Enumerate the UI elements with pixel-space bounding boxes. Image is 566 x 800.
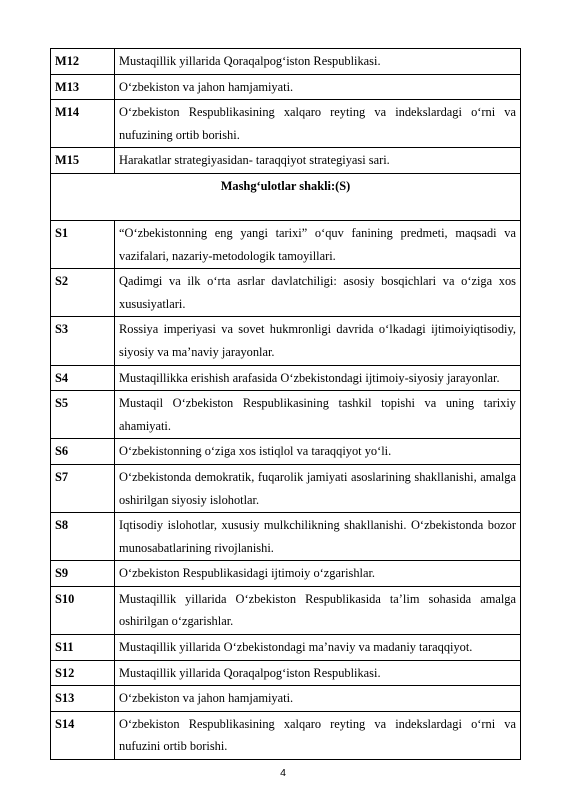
row-description: O‘zbekistonda demokratik, fuqarolik jamiyati asoslarining shakllanishi, amalga oshirilgan siyosiy islohotlar. [115,464,521,512]
table-row [51,220,521,268]
row-code: S7 [51,464,115,512]
table-row [51,464,521,512]
row-description: Iqtisodiy islohotlar, xususiy mulkchilikning shakllanishi. O‘zbekistonda bozor munosabatlarining rivojlanishi. [115,513,521,561]
row-code: S6 [51,439,115,465]
row-description: O‘zbekiston va jahon hamjamiyati. [115,74,521,100]
section-heading: Mashg‘ulotlar shakli:(S) [51,173,521,220]
row-code: S9 [51,561,115,587]
table-row [51,100,521,148]
table-row [51,660,521,686]
row-description: O‘zbekistonning o‘ziga xos istiqlol va taraqqiyot yo‘li. [115,439,521,465]
row-description: O‘zbekiston va jahon hamjamiyati. [115,686,521,712]
section-heading-row [51,173,521,220]
row-code: M13 [51,74,115,100]
table-row [51,49,521,75]
table-row [51,686,521,712]
row-code: S5 [51,391,115,439]
row-code: M14 [51,100,115,148]
row-description: Mustaqillik yillarida Qoraqalpog‘iston Respublikasi. [115,49,521,75]
table-row [51,391,521,439]
table-row [51,74,521,100]
row-code: S14 [51,711,115,759]
row-code: S13 [51,686,115,712]
row-description: Qadimgi va ilk o‘rta asrlar davlatchiligi: asosiy bosqichlari va o‘ziga xos xususiyatlari. [115,269,521,317]
row-code: M15 [51,148,115,174]
row-description: Mustaqillikka erishish arafasida O‘zbekistondagi ijtimoiy-siyosiy jarayonlar. [115,365,521,391]
row-code: S2 [51,269,115,317]
document-page [50,48,521,760]
row-description: Harakatlar strategiyasidan- taraqqiyot strategiyasi sari. [115,148,521,174]
row-description: O‘zbekiston Respublikasining xalqaro reyting va indekslardagi o‘rni va nufuzining ortib borishi. [115,100,521,148]
table-row [51,439,521,465]
table-row [51,365,521,391]
row-description: Mustaqil O‘zbekiston Respublikasining tashkil topishi va uning tarixiy ahamiyati. [115,391,521,439]
table-row [51,711,521,759]
table-row [51,513,521,561]
row-description: Mustaqillik yillarida O‘zbekiston Respublikasida ta’lim sohasida amalga oshirilgan o‘zgarishlar. [115,586,521,634]
row-code: S3 [51,317,115,365]
table-row [51,561,521,587]
row-description: Mustaqillik yillarida Qoraqalpog‘iston Respublikasi. [115,660,521,686]
syllabus-table [50,48,521,760]
row-code: S10 [51,586,115,634]
table-row [51,635,521,661]
page-number: 4 [280,767,286,779]
row-description: O‘zbekiston Respublikasining xalqaro reyting va indekslardagi o‘rni va nufuzini ortib borishi. [115,711,521,759]
table-row [51,586,521,634]
row-description: “O‘zbekistonning eng yangi tarixi” o‘quv fanining predmeti, maqsadi va vazifalari, nazariy-metodologik tamoyillari. [115,220,521,268]
row-code: S11 [51,635,115,661]
row-code: S12 [51,660,115,686]
row-code: S4 [51,365,115,391]
row-code: S8 [51,513,115,561]
table-row [51,269,521,317]
row-description: O‘zbekiston Respublikasidagi ijtimoiy o‘zgarishlar. [115,561,521,587]
table-row [51,148,521,174]
row-description: Rossiya imperiyasi va sovet hukmronligi davrida o‘lkadagi ijtimoiyiqtisodiy, siyosiy va ma’naviy jarayonlar. [115,317,521,365]
row-description: Mustaqillik yillarida O‘zbekistondagi ma’naviy va madaniy taraqqiyot. [115,635,521,661]
row-code: M12 [51,49,115,75]
row-code: S1 [51,220,115,268]
table-row [51,317,521,365]
